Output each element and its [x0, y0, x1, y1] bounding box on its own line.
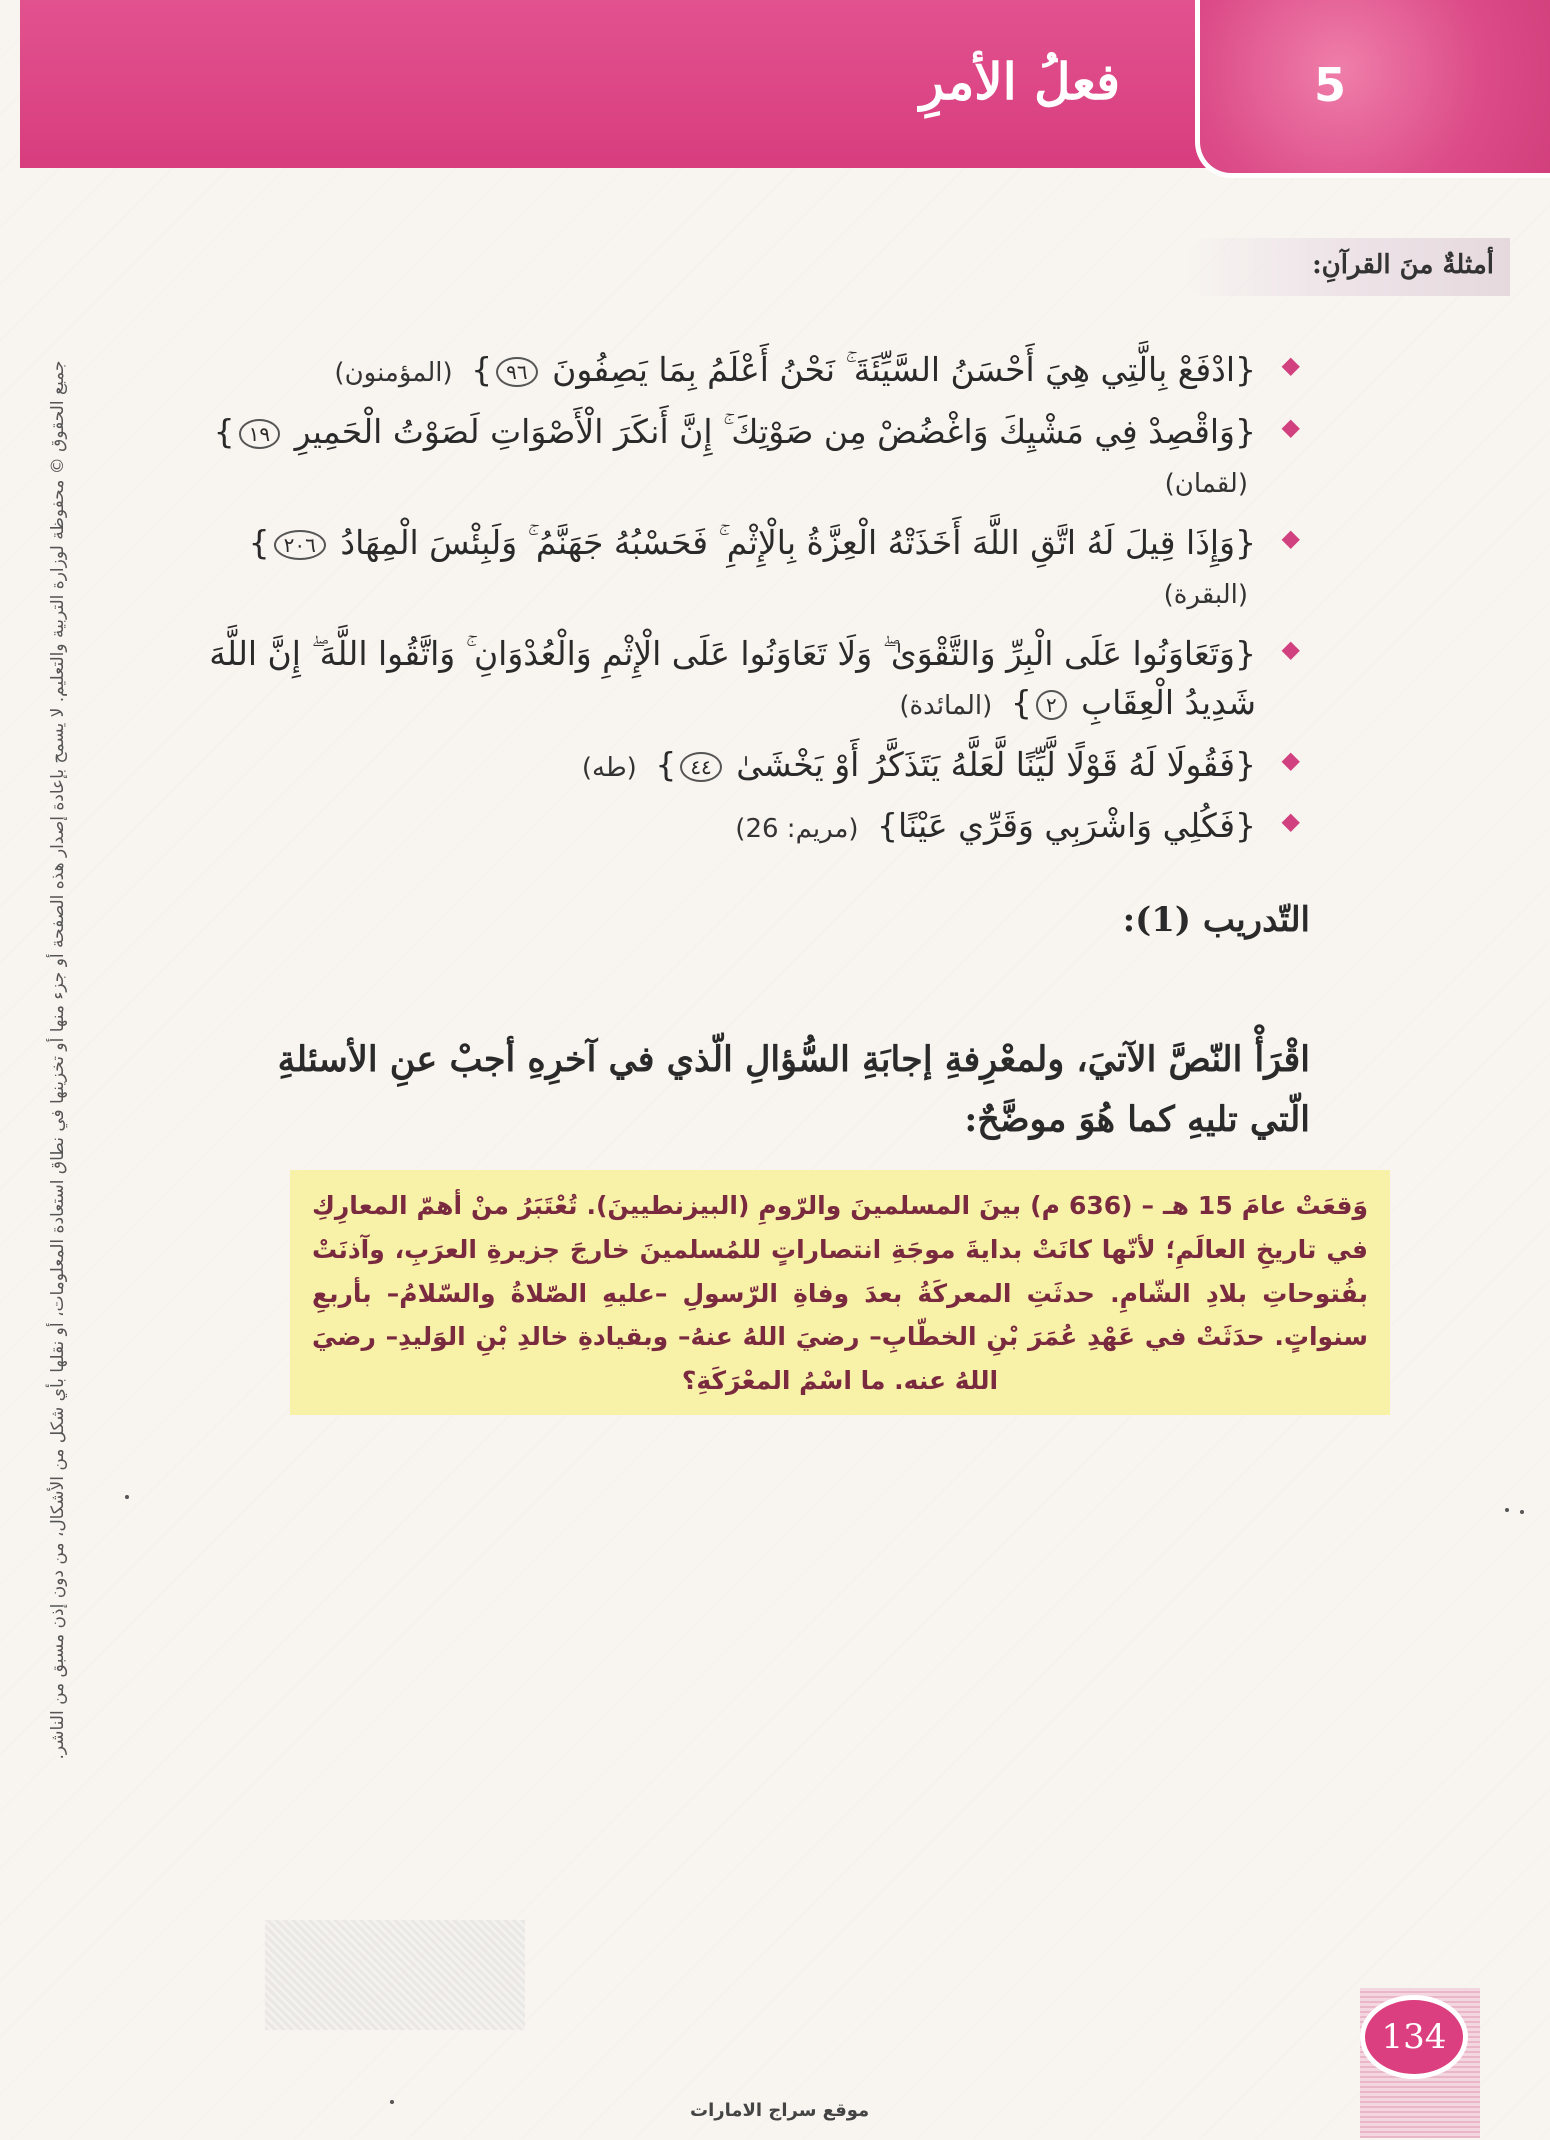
verse-number: ٢	[1036, 690, 1067, 720]
copyright-note: جميع الحقوق © محفوظة لوزارة التربية والتعليم. لا يسمح بإعادة إصدار هذه الصفحة أو جزء منها أو تخزينها في نطاق استعادة المعلومات، أو نقلها بأي شكل من الأشكال، من دون إذن مسبق من الناشر.	[48, 360, 68, 1760]
diamond-bullet-icon: ◆	[1281, 351, 1300, 379]
surah-name: (المائدة)	[899, 691, 993, 721]
section-label	[1180, 238, 1510, 296]
lesson-title: فعلُ الأمرِ	[919, 52, 1120, 111]
list-item: ◆ {ادْفَعْ بِالَّتِي هِيَ أَحْسَنُ السَّيِّئَةَ ۚ نَحْنُ أَعْلَمُ بِمَا يَصِفُونَ ٩٦} (المؤمنون)	[200, 345, 1300, 395]
exercise-title: التّدريب (1):	[1122, 900, 1310, 940]
surah-name: (لقمان)	[1164, 469, 1248, 499]
ayah-text: فَكُلِي وَاشْرَبِي وَقَرِّي عَيْنًا	[898, 806, 1235, 845]
list-item: ◆ {وَتَعَاوَنُوا عَلَى الْبِرِّ وَالتَّقْوَىٰ ۖ وَلَا تَعَاوَنُوا عَلَى الْإِثْمِ وَالْعُدْوَانِ ۚ وَاتَّقُوا اللَّهَ ۖ إِنَّ اللَّهَ شَدِيدُ الْعِقَابِ ٢} (المائدة)	[200, 629, 1300, 728]
surah-name: (مريم: 26)	[735, 814, 859, 844]
page-number: 134	[1360, 1995, 1468, 2079]
diamond-bullet-icon: ◆	[1281, 634, 1300, 663]
list-item: ◆ {وَإِذَا قِيلَ لَهُ اتَّقِ اللَّهَ أَخَذَتْهُ الْعِزَّةُ بِالْإِثْمِ ۚ فَحَسْبُهُ جَهَنَّمُ ۚ وَلَبِئْسَ الْمِهَادُ ٢٠٦} (البقرة)	[200, 518, 1300, 617]
ayah-text: وَاقْصِدْ فِي مَشْيِكَ وَاغْضُضْ مِن صَوْتِكَ ۚ إِنَّ أَنكَرَ الْأَصْوَاتِ لَصَوْتُ الْحَمِيرِ	[294, 411, 1235, 451]
list-item: ◆ {وَاقْصِدْ فِي مَشْيِكَ وَاغْضُضْ مِن صَوْتِكَ ۚ إِنَّ أَنكَرَ الْأَصْوَاتِ لَصَوْتُ الْحَمِيرِ ١٩} (لقمان)	[200, 407, 1300, 506]
surah-name: (طه)	[581, 752, 637, 783]
lesson-number: 5	[1313, 58, 1346, 112]
diamond-bullet-icon: ◆	[1281, 523, 1300, 552]
ayah-text: فَقُولَا لَهُ قَوْلًا لَّيِّنًا لَّعَلَّهُ يَتَذَكَّرُ أَوْ يَخْشَىٰ	[736, 744, 1235, 784]
verse-number: ١٩	[239, 419, 280, 449]
list-item: ◆ {فَقُولَا لَهُ قَوْلًا لَّيِّنًا لَّعَلَّهُ يَتَذَكَّرُ أَوْ يَخْشَىٰ ٤٤} (طه)	[200, 740, 1300, 790]
passage-text: وَقعَتْ عامَ 15 هـ – (636 م) بينَ المسلمينَ والرّومِ (البيزنطيينَ). تُعْتَبَرُ منْ أهمّ المعارِكِ في تاريخِ العالَمِ؛ لأنّها كانَتْ بدايةَ موجَةِ انتصاراتٍ للمُسلمينَ خارجَ جزيرةِ العرَبِ، وآذنَتْ بفُتوحاتِ بلادِ الشّامِ. حدثَتِ المعركَةُ بعدَ وفاةِ الرّسولِ –عليهِ الصّلاةُ والسّلامُ– بأربعِ سنواتٍ. حدَثَتْ في عَهْدِ عُمَرَ بْنِ الخطّابِ– رضيَ اللهُ عنهُ– وبقيادةِ خالدِ بْنِ الوَليدِ– رضيَ اللهُ عنه. ما اسْمُ المعْرَكَةِ؟	[312, 1191, 1368, 1395]
ayah-text: ادْفَعْ بِالَّتِي هِيَ أَحْسَنُ السَّيِّئَةَ ۚ نَحْنُ أَعْلَمُ بِمَا يَصِفُونَ	[552, 350, 1235, 389]
diamond-bullet-icon: ◆	[1281, 412, 1300, 441]
verse-number: ٢٠٦	[274, 530, 326, 560]
scan-dot	[1505, 1508, 1509, 1512]
scan-dot	[1520, 1510, 1524, 1514]
passage-box	[290, 1170, 1390, 1415]
scan-dot	[390, 2100, 394, 2104]
verse-number: ٩٦	[496, 357, 537, 387]
verse-number: ٤٤	[680, 752, 721, 782]
diamond-bullet-icon: ◆	[1281, 745, 1300, 774]
exercise-instruction: اقْرَأْ النّصَّ الآتيَ، ولمعْرِفةِ إجابَةِ السُّؤالِ الّذي في آخرِهِ أجبْ عنِ الأسئلةِ الّتي تليهِ كما هُوَ موضَّحٌ:	[277, 1039, 1310, 1140]
surah-name: (البقرة)	[1163, 580, 1248, 610]
quran-examples-list	[200, 345, 1300, 863]
scan-dot	[125, 1495, 129, 1499]
scan-artifact	[265, 1920, 525, 2030]
lesson-number-tab	[1195, 0, 1550, 178]
section-label-text: أمثلةٌ منَ القرآنِ:	[1312, 250, 1494, 280]
footer-watermark: موقع سراج الامارات	[690, 2100, 870, 2121]
surah-name: (المؤمنون)	[334, 358, 453, 388]
ayah-text: وَتَعَاوَنُوا عَلَى الْبِرِّ وَالتَّقْوَىٰ ۖ وَلَا تَعَاوَنُوا عَلَى الْإِثْمِ وَالْعُدْوَانِ ۚ وَاتَّقُوا اللَّهَ ۖ إِنَّ اللَّهَ شَدِيدُ الْعِقَابِ	[209, 633, 1256, 722]
ayah-text: وَإِذَا قِيلَ لَهُ اتَّقِ اللَّهَ أَخَذَتْهُ الْعِزَّةُ بِالْإِثْمِ ۚ فَحَسْبُهُ جَهَنَّمُ ۚ وَلَبِئْسَ الْمِهَادُ	[340, 522, 1235, 562]
list-item: ◆ {فَكُلِي وَاشْرَبِي وَقَرِّي عَيْنًا} (مريم: 26)	[200, 801, 1300, 851]
diamond-bullet-icon: ◆	[1281, 807, 1300, 835]
